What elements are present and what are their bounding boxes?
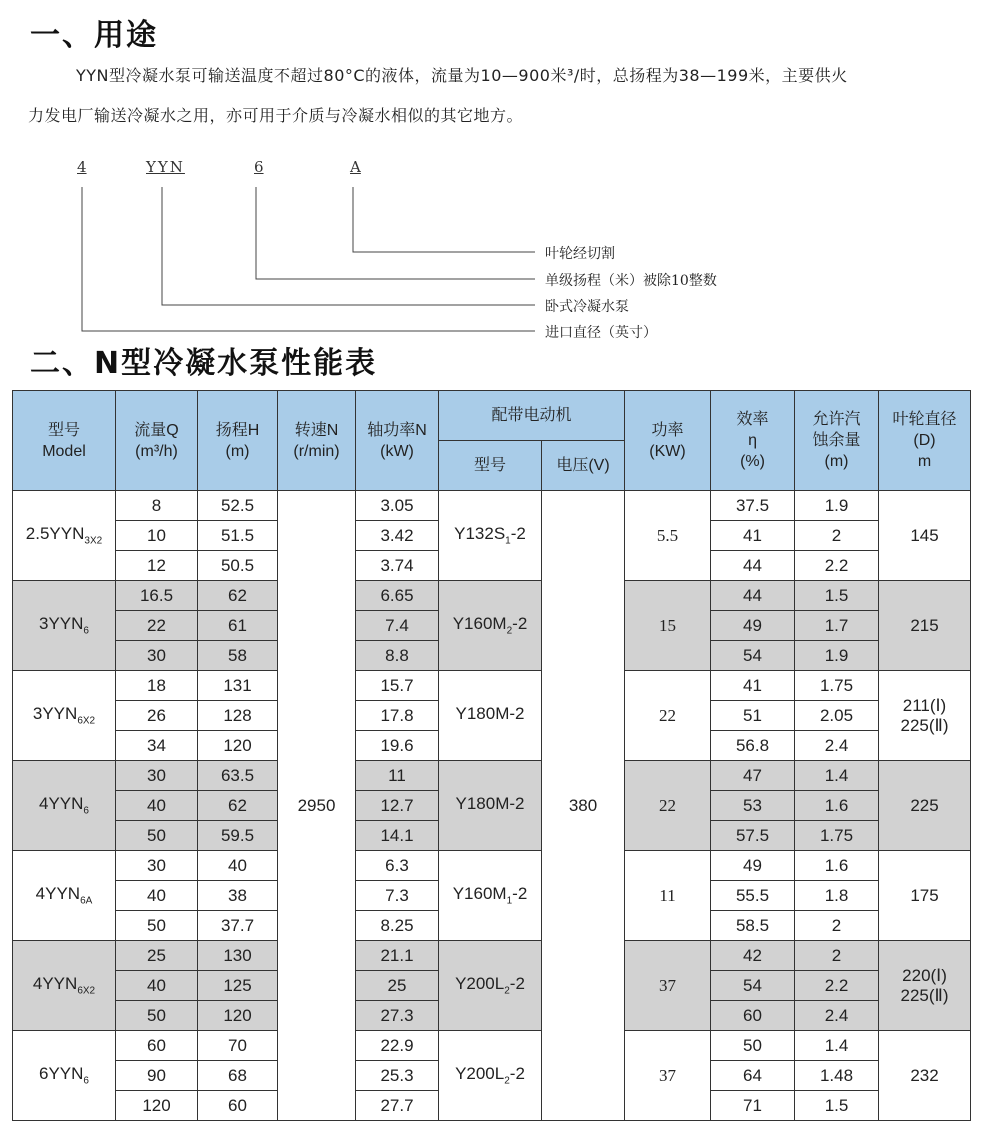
head-cell: 62 <box>198 581 278 611</box>
motor-suffix: -2 <box>509 1064 525 1084</box>
shaft-power-cell: 6.3 <box>356 851 439 881</box>
motor-type-cell <box>439 1031 542 1121</box>
flow-cell: 30 <box>116 851 198 881</box>
motor-suffix: -2 <box>509 974 525 994</box>
npsh-cell: 1.75 <box>795 821 879 851</box>
model-base: 3YYN <box>39 614 84 634</box>
efficiency-cell: 57.5 <box>711 821 795 851</box>
section-title-performance: 二、N型冷凝水泵性能表 <box>30 346 378 381</box>
efficiency-cell: 44 <box>711 551 795 581</box>
head-cell: 68 <box>198 1061 278 1091</box>
model-cell <box>13 491 116 581</box>
npsh-cell: 1.4 <box>795 1031 879 1061</box>
flow-cell: 50 <box>116 1001 198 1031</box>
head-cell: 120 <box>198 731 278 761</box>
header-head: 扬程H (m) <box>198 391 278 491</box>
performance-table <box>12 390 971 1121</box>
performance-table-body <box>13 491 971 1121</box>
motor-base: Y180M-2 <box>455 704 525 724</box>
table-row <box>13 1031 971 1061</box>
motor-suffix: -2 <box>512 884 528 904</box>
head-cell: 51.5 <box>198 521 278 551</box>
motor-type-cell <box>439 491 542 581</box>
impeller-cell <box>879 851 971 941</box>
efficiency-cell: 53 <box>711 791 795 821</box>
table-row <box>13 491 971 521</box>
impeller-cell <box>879 761 971 851</box>
shaft-power-cell: 15.7 <box>356 671 439 701</box>
motor-suffix: -2 <box>512 614 528 634</box>
flow-cell: 30 <box>116 761 198 791</box>
header-model: 型号 Model <box>13 391 116 491</box>
efficiency-cell: 56.8 <box>711 731 795 761</box>
header-impeller: 叶轮直径 (D) m <box>879 391 971 491</box>
table-row <box>13 671 971 701</box>
speed-cell: 2950 <box>278 491 356 1121</box>
npsh-cell: 1.9 <box>795 491 879 521</box>
flow-cell: 90 <box>116 1061 198 1091</box>
model-cell <box>13 1031 116 1121</box>
model-base: 4YYN <box>35 884 81 904</box>
usage-line-2: 力发电厂输送冷凝水之用，亦可用于介质与冷凝水相似的其它地方。 <box>28 106 524 125</box>
code-part-cut: A <box>350 158 361 176</box>
motor-base: Y160M <box>452 614 507 634</box>
impeller-cell <box>879 491 971 581</box>
head-cell: 38 <box>198 881 278 911</box>
motor-type-cell <box>439 581 542 671</box>
power-cell: 22 <box>625 761 711 851</box>
usage-line-1: YYN型冷凝水泵可输送温度不超过80°C的液体，流量为10—900米³/时，总扬程为38—199米，主要供火 <box>76 66 848 85</box>
model-base: 3YYN <box>32 704 78 724</box>
head-cell: 131 <box>198 671 278 701</box>
efficiency-cell: 54 <box>711 641 795 671</box>
model-cell <box>13 761 116 851</box>
shaft-power-cell: 19.6 <box>356 731 439 761</box>
impeller-value: 225(Ⅱ) <box>900 985 949 1005</box>
header-flow: 流量Q (m³/h) <box>116 391 198 491</box>
impeller-value: 225 <box>910 795 939 815</box>
motor-type-cell <box>439 671 542 761</box>
power-cell: 37 <box>625 1031 711 1121</box>
head-cell: 59.5 <box>198 821 278 851</box>
flow-cell: 50 <box>116 911 198 941</box>
efficiency-cell: 50 <box>711 1031 795 1061</box>
shaft-power-cell: 8.8 <box>356 641 439 671</box>
efficiency-cell: 54 <box>711 971 795 1001</box>
motor-sub: 2 <box>506 625 513 637</box>
impeller-value: 215 <box>910 615 939 635</box>
motor-base: Y160M <box>452 884 507 904</box>
efficiency-cell: 60 <box>711 1001 795 1031</box>
power-cell: 11 <box>625 851 711 941</box>
shaft-power-cell: 25 <box>356 971 439 1001</box>
flow-cell: 18 <box>116 671 198 701</box>
npsh-cell: 1.4 <box>795 761 879 791</box>
shaft-power-cell: 21.1 <box>356 941 439 971</box>
flow-cell: 22 <box>116 611 198 641</box>
npsh-cell: 2 <box>795 911 879 941</box>
flow-cell: 40 <box>116 881 198 911</box>
flow-cell: 26 <box>116 701 198 731</box>
efficiency-cell: 49 <box>711 851 795 881</box>
flow-cell: 34 <box>116 731 198 761</box>
shaft-power-cell: 22.9 <box>356 1031 439 1061</box>
table-row <box>13 761 971 791</box>
shaft-power-cell: 17.8 <box>356 701 439 731</box>
shaft-power-cell: 8.25 <box>356 911 439 941</box>
table-row <box>13 581 971 611</box>
efficiency-cell: 41 <box>711 521 795 551</box>
header-motor-type: 型号 <box>439 441 542 491</box>
flow-cell: 50 <box>116 821 198 851</box>
motor-base: Y132S <box>454 524 506 544</box>
head-cell: 40 <box>198 851 278 881</box>
flow-cell: 40 <box>116 791 198 821</box>
motor-type-cell <box>439 761 542 851</box>
efficiency-cell: 71 <box>711 1091 795 1121</box>
code-part-size: 4 <box>77 158 87 176</box>
flow-cell: 16.5 <box>116 581 198 611</box>
npsh-cell: 2.4 <box>795 731 879 761</box>
shaft-power-cell: 27.7 <box>356 1091 439 1121</box>
npsh-cell: 2.2 <box>795 971 879 1001</box>
npsh-cell: 2 <box>795 521 879 551</box>
impeller-value: 211(Ⅰ) <box>902 695 947 715</box>
model-sub: 6A <box>80 895 93 907</box>
npsh-cell: 1.8 <box>795 881 879 911</box>
flow-cell: 25 <box>116 941 198 971</box>
flow-cell: 40 <box>116 971 198 1001</box>
npsh-cell: 1.7 <box>795 611 879 641</box>
shaft-power-cell: 11 <box>356 761 439 791</box>
header-shaft-power: 轴功率N (kW) <box>356 391 439 491</box>
npsh-cell: 1.6 <box>795 851 879 881</box>
header-motor-group: 配带电动机 <box>439 391 625 441</box>
model-base: 6YYN <box>39 1064 84 1084</box>
shaft-power-cell: 3.42 <box>356 521 439 551</box>
power-cell: 15 <box>625 581 711 671</box>
npsh-cell: 1.48 <box>795 1061 879 1091</box>
table-row <box>13 941 971 971</box>
npsh-cell: 2 <box>795 941 879 971</box>
code-part-type: YYN <box>146 158 185 176</box>
efficiency-cell: 51 <box>711 701 795 731</box>
flow-cell: 120 <box>116 1091 198 1121</box>
model-sub: 6X2 <box>77 985 96 997</box>
shaft-power-cell: 3.74 <box>356 551 439 581</box>
impeller-cell <box>879 581 971 671</box>
npsh-cell: 2.2 <box>795 551 879 581</box>
head-cell: 128 <box>198 701 278 731</box>
header-npsh: 允许汽 蚀余量 (m) <box>795 391 879 491</box>
efficiency-cell: 55.5 <box>711 881 795 911</box>
shaft-power-cell: 7.3 <box>356 881 439 911</box>
voltage-cell: 380 <box>542 491 625 1121</box>
model-sub: 3X2 <box>84 535 103 547</box>
motor-type-cell <box>439 941 542 1031</box>
designation-leader-lines <box>0 0 1000 360</box>
legend-inlet-diameter: 进口直径（英寸） <box>545 325 657 341</box>
section-title-usage: 一、用途 <box>30 18 158 53</box>
legend-pump-type: 卧式冷凝水泵 <box>545 299 629 315</box>
head-cell: 60 <box>198 1091 278 1121</box>
efficiency-cell: 47 <box>711 761 795 791</box>
model-sub: 6 <box>83 1075 89 1087</box>
head-cell: 130 <box>198 941 278 971</box>
flow-cell: 10 <box>116 521 198 551</box>
shaft-power-cell: 27.3 <box>356 1001 439 1031</box>
model-base: 2.5YYN <box>25 524 85 544</box>
motor-sub: 1 <box>506 895 513 907</box>
model-cell <box>13 581 116 671</box>
head-cell: 58 <box>198 641 278 671</box>
legend-impeller-cut: 叶轮经切割 <box>545 246 615 262</box>
shaft-power-cell: 6.65 <box>356 581 439 611</box>
motor-sub: 2 <box>504 1075 510 1087</box>
shaft-power-cell: 14.1 <box>356 821 439 851</box>
head-cell: 120 <box>198 1001 278 1031</box>
motor-sub: 2 <box>504 985 510 997</box>
flow-cell: 12 <box>116 551 198 581</box>
motor-type-cell <box>439 851 542 941</box>
impeller-value: 232 <box>910 1065 939 1085</box>
head-cell: 62 <box>198 791 278 821</box>
impeller-value: 220(Ⅰ) <box>902 965 947 985</box>
power-cell: 22 <box>625 671 711 761</box>
shaft-power-cell: 25.3 <box>356 1061 439 1091</box>
header-power: 功率 (KW) <box>625 391 711 491</box>
head-cell: 125 <box>198 971 278 1001</box>
motor-suffix: -2 <box>510 524 526 544</box>
motor-sub: 1 <box>505 535 511 547</box>
model-base: 4YYN <box>39 794 84 814</box>
efficiency-cell: 41 <box>711 671 795 701</box>
model-sub: 6 <box>83 625 89 637</box>
flow-cell: 8 <box>116 491 198 521</box>
impeller-value: 225(Ⅱ) <box>900 715 949 735</box>
model-cell <box>13 851 116 941</box>
efficiency-cell: 44 <box>711 581 795 611</box>
impeller-cell <box>879 1031 971 1121</box>
legend-stage-head: 单级扬程（米）被除10整数 <box>545 273 717 289</box>
model-cell <box>13 941 116 1031</box>
impeller-cell <box>879 941 971 1031</box>
model-base: 4YYN <box>32 974 78 994</box>
motor-base: Y200L <box>455 974 505 994</box>
model-sub: 6X2 <box>77 715 96 727</box>
npsh-cell: 2.4 <box>795 1001 879 1031</box>
efficiency-cell: 42 <box>711 941 795 971</box>
npsh-cell: 1.5 <box>795 581 879 611</box>
model-sub: 6 <box>83 805 89 817</box>
header-speed: 转速N (r/min) <box>278 391 356 491</box>
npsh-cell: 1.5 <box>795 1091 879 1121</box>
efficiency-cell: 64 <box>711 1061 795 1091</box>
shaft-power-cell: 12.7 <box>356 791 439 821</box>
efficiency-cell: 49 <box>711 611 795 641</box>
head-cell: 70 <box>198 1031 278 1061</box>
impeller-value: 145 <box>910 525 939 545</box>
table-row <box>13 851 971 881</box>
npsh-cell: 1.9 <box>795 641 879 671</box>
motor-base: Y200L <box>455 1064 505 1084</box>
npsh-cell: 1.6 <box>795 791 879 821</box>
power-cell: 37 <box>625 941 711 1031</box>
npsh-cell: 2.05 <box>795 701 879 731</box>
impeller-cell <box>879 671 971 761</box>
efficiency-cell: 58.5 <box>711 911 795 941</box>
head-cell: 50.5 <box>198 551 278 581</box>
header-voltage: 电压(V) <box>542 441 625 491</box>
header-efficiency: 效率 η (%) <box>711 391 795 491</box>
flow-cell: 30 <box>116 641 198 671</box>
motor-base: Y180M-2 <box>455 794 525 814</box>
head-cell: 61 <box>198 611 278 641</box>
efficiency-cell: 37.5 <box>711 491 795 521</box>
head-cell: 37.7 <box>198 911 278 941</box>
shaft-power-cell: 3.05 <box>356 491 439 521</box>
model-cell <box>13 671 116 761</box>
impeller-value: 175 <box>910 885 939 905</box>
head-cell: 63.5 <box>198 761 278 791</box>
shaft-power-cell: 7.4 <box>356 611 439 641</box>
code-part-head: 6 <box>254 158 264 176</box>
npsh-cell: 1.75 <box>795 671 879 701</box>
head-cell: 52.5 <box>198 491 278 521</box>
flow-cell: 60 <box>116 1031 198 1061</box>
power-cell: 5.5 <box>625 491 711 581</box>
